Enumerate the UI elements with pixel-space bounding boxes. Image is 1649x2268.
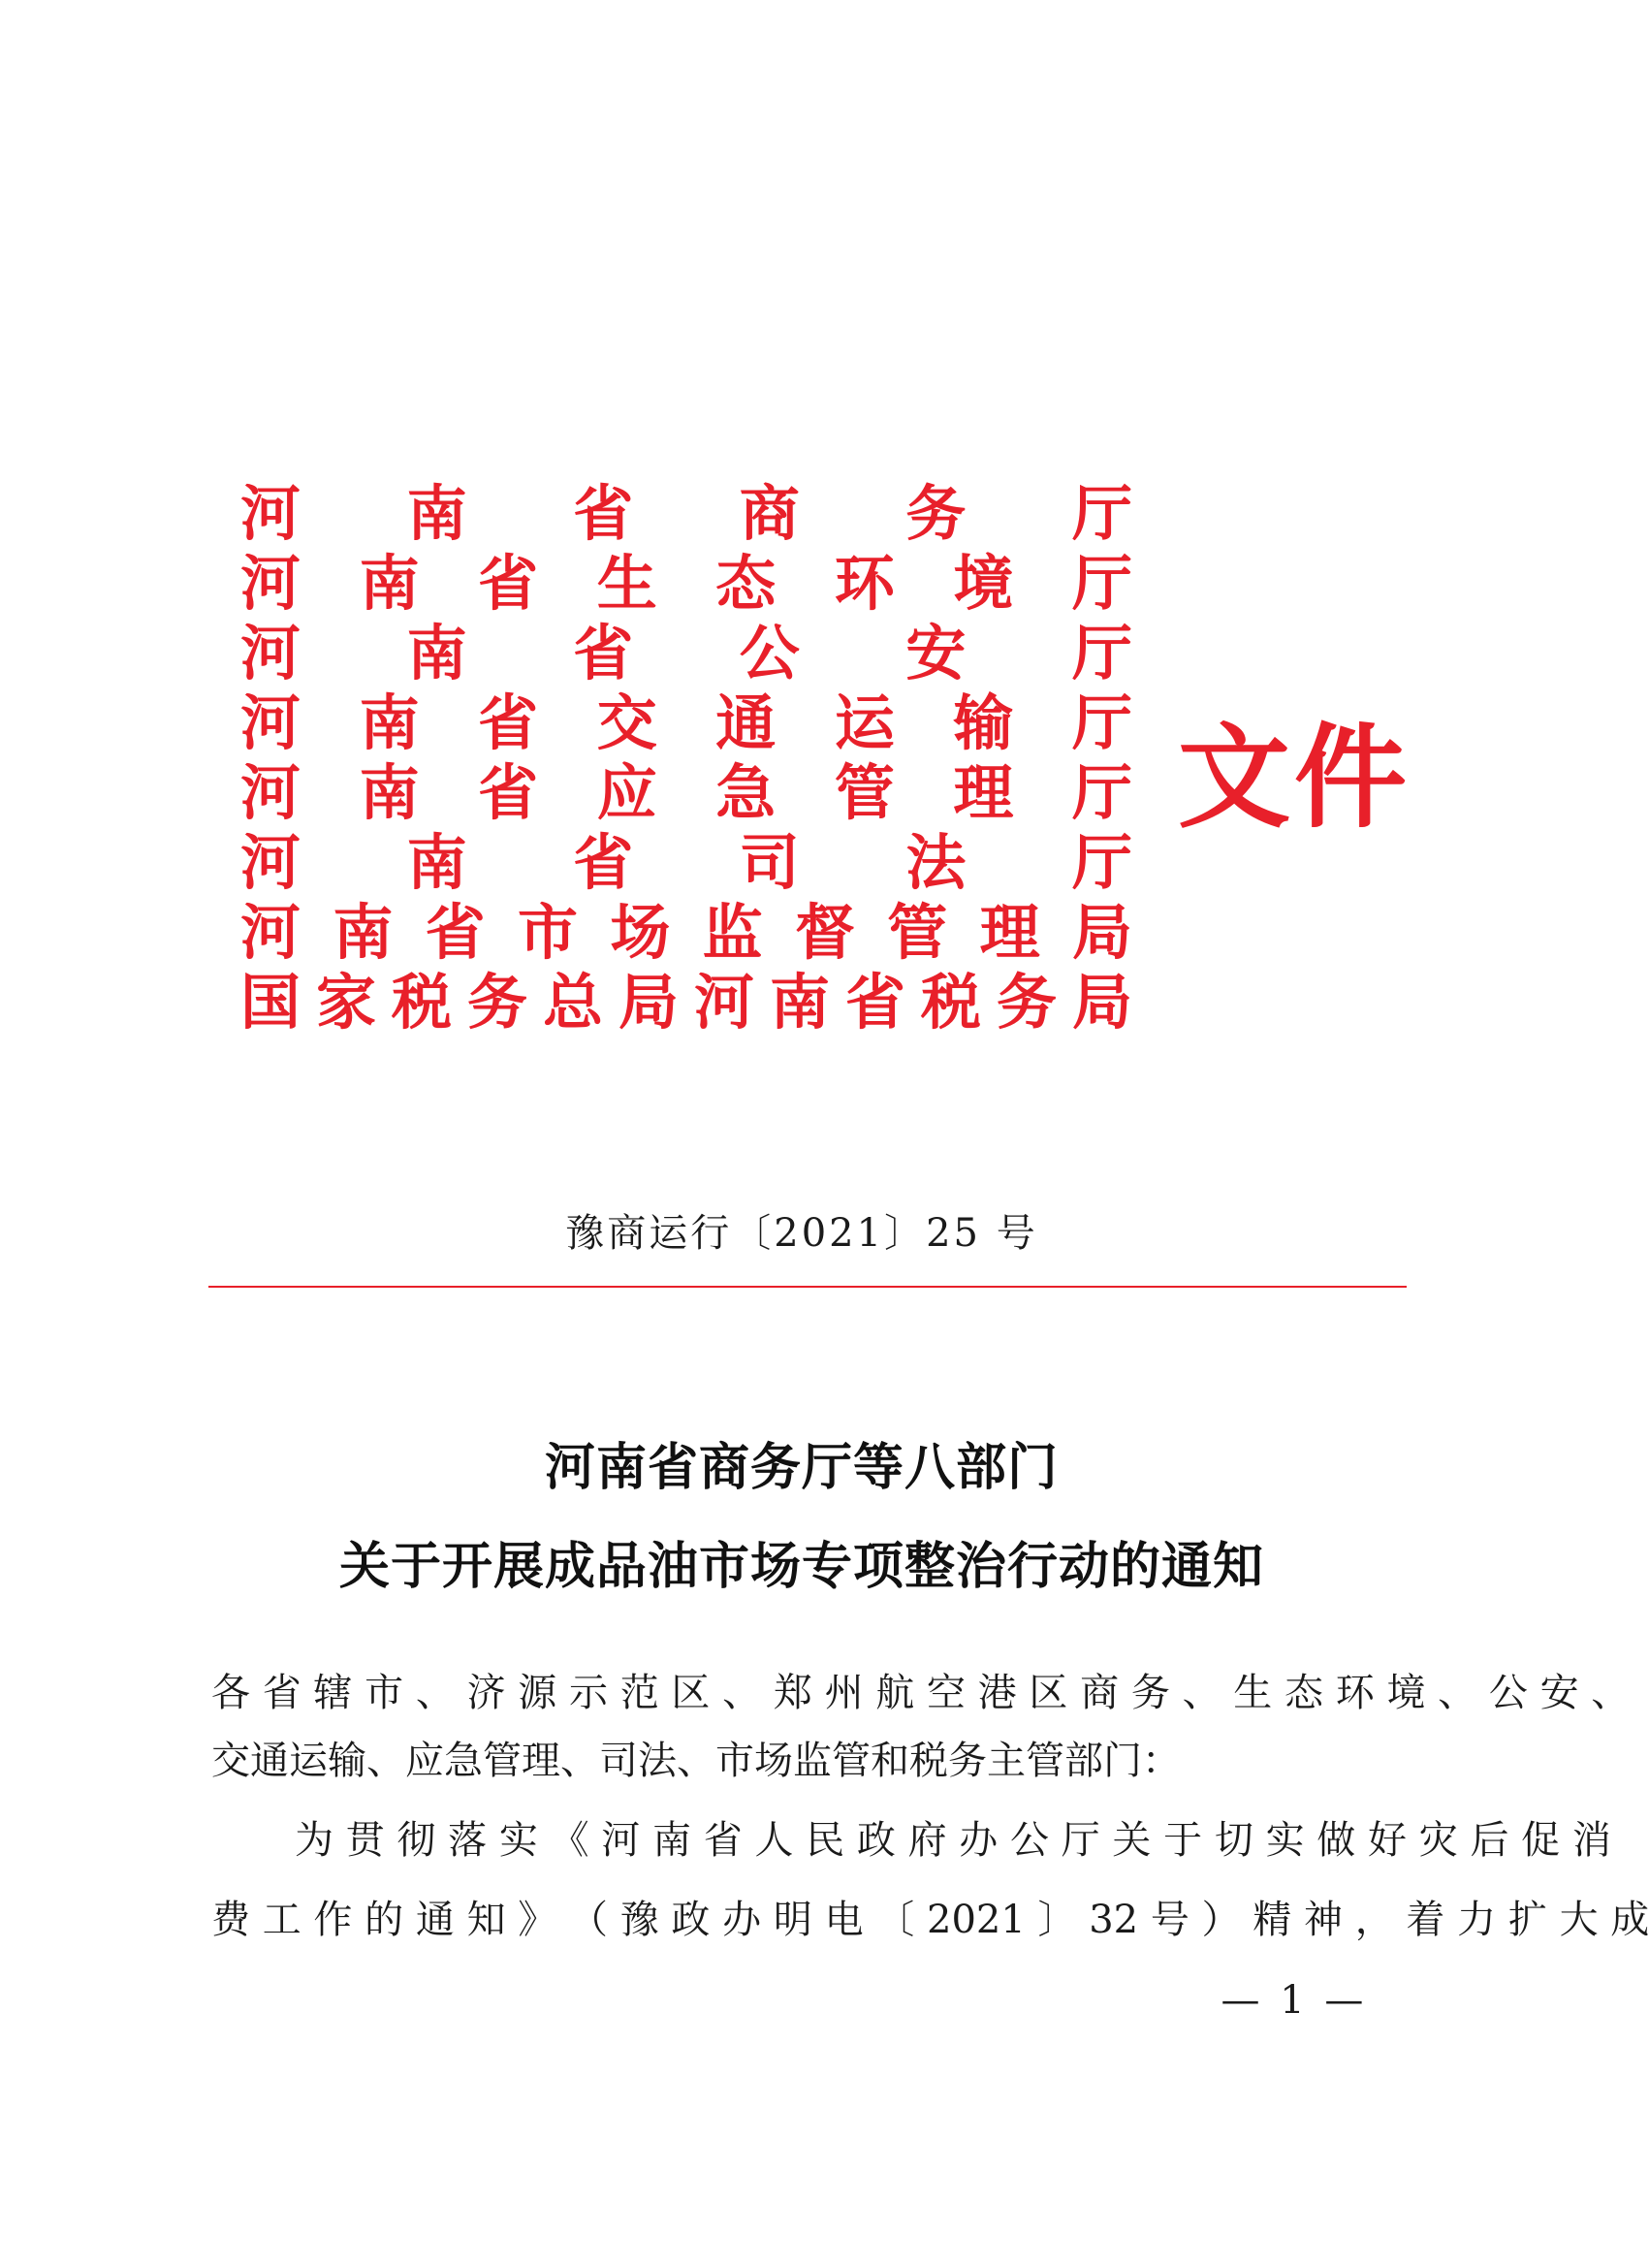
agency-char: 南 xyxy=(770,967,831,1038)
agency-char: 南 xyxy=(406,827,467,898)
agency-char: 安 xyxy=(905,618,967,688)
agency-char: 省 xyxy=(573,478,634,549)
agency-char: 管 xyxy=(887,897,948,968)
page-number: — 1 — xyxy=(1221,1978,1368,2023)
agency-char: 南 xyxy=(359,757,420,828)
agency-char: 河 xyxy=(240,897,301,968)
agency-char: 省 xyxy=(478,687,539,758)
agency-char: 局 xyxy=(618,967,680,1038)
recipients-line-1: 各 省 辖 市 、 济 源 示 范 区 、 郑 州 航 空 港 区 商 务 、 生 态 环 境 、 公 安 、 xyxy=(211,1671,1631,1715)
agency-char: 税 xyxy=(392,967,453,1038)
agency-char: 国 xyxy=(240,967,301,1038)
agency-char: 河 xyxy=(240,618,301,688)
agency-char: 管 xyxy=(834,757,895,828)
agency-char: 生 xyxy=(596,548,657,619)
agency-char: 家 xyxy=(316,967,377,1038)
agency-char: 南 xyxy=(406,618,467,688)
agency-char: 总 xyxy=(543,967,604,1038)
agency-char: 环 xyxy=(834,548,895,619)
agency-char: 河 xyxy=(240,827,301,898)
agency-char: 税 xyxy=(921,967,982,1038)
agency-char: 应 xyxy=(596,757,657,828)
agency-char: 省 xyxy=(845,967,906,1038)
agency-char: 厅 xyxy=(1071,548,1132,619)
agency-char: 商 xyxy=(739,478,800,549)
paragraph-1-line-2: 费 工 作 的 通 知 》 （ 豫 政 办 明 电 〔 2021 〕 32 号 ） 精 神 ， 着 力 扩 大 成 xyxy=(211,1898,1649,1942)
agency-char: 场 xyxy=(610,897,671,968)
agency-line-tax-bureau xyxy=(240,968,1132,1038)
agency-char: 河 xyxy=(694,967,755,1038)
agency-line-commerce xyxy=(240,479,1132,549)
agency-char: 态 xyxy=(715,548,777,619)
agency-char: 南 xyxy=(359,687,420,758)
agency-line-public-security xyxy=(240,619,1132,688)
agency-char: 理 xyxy=(953,757,1014,828)
agency-char: 务 xyxy=(997,967,1058,1038)
recipients-line-2: 交通运输、应急管理、司法、市场监管和税务主管部门： xyxy=(211,1739,1181,1783)
agency-char: 交 xyxy=(596,687,657,758)
agency-char: 司 xyxy=(739,827,800,898)
agency-char: 法 xyxy=(905,827,967,898)
agency-char: 市 xyxy=(517,897,578,968)
agency-char: 省 xyxy=(573,827,634,898)
agency-char: 输 xyxy=(953,687,1014,758)
agency-char: 省 xyxy=(478,548,539,619)
agency-char: 督 xyxy=(794,897,855,968)
agency-char: 通 xyxy=(715,687,777,758)
red-divider-line xyxy=(208,1286,1407,1288)
agency-char: 厅 xyxy=(1071,478,1132,549)
agency-line-emergency-management xyxy=(240,758,1132,828)
agency-char: 监 xyxy=(702,897,763,968)
agency-char: 省 xyxy=(573,618,634,688)
agency-char: 南 xyxy=(333,897,394,968)
agency-char: 务 xyxy=(467,967,528,1038)
agency-char: 局 xyxy=(1071,897,1132,968)
agency-char: 南 xyxy=(359,548,420,619)
agency-char: 厅 xyxy=(1071,757,1132,828)
agency-line-transportation xyxy=(240,688,1132,758)
agency-char: 河 xyxy=(240,687,301,758)
agency-char: 河 xyxy=(240,757,301,828)
agency-char: 运 xyxy=(834,687,895,758)
paragraph-1-line-1: 为 贯 彻 落 实 《 河 南 省 人 民 政 府 办 公 厅 关 于 切 实 做 好 灾 后 促 消 xyxy=(295,1818,1611,1863)
agency-char: 局 xyxy=(1072,967,1133,1038)
agency-char: 省 xyxy=(425,897,486,968)
agency-char: 公 xyxy=(739,618,800,688)
agency-line-justice xyxy=(240,828,1132,898)
agency-char: 急 xyxy=(715,757,777,828)
agency-line-market-supervision xyxy=(240,898,1132,968)
agency-char: 境 xyxy=(953,548,1014,619)
letterhead-document-suffix: 文件 xyxy=(1178,713,1411,844)
agency-char: 厅 xyxy=(1071,827,1132,898)
agency-char: 厅 xyxy=(1071,618,1132,688)
agency-char: 厅 xyxy=(1071,687,1132,758)
agency-char: 河 xyxy=(240,548,301,619)
agency-char: 省 xyxy=(478,757,539,828)
agency-char: 南 xyxy=(406,478,467,549)
agency-char: 理 xyxy=(979,897,1040,968)
agency-line-ecology-environment xyxy=(240,549,1132,619)
document-number: 豫商运行〔2021〕25 号 xyxy=(565,1211,1038,1256)
agency-char: 河 xyxy=(240,478,301,549)
title-line-1: 河南省商务厅等八部门 xyxy=(544,1439,1059,1497)
agency-char: 务 xyxy=(905,478,967,549)
title-line-2: 关于开展成品油市场专项整治行动的通知 xyxy=(338,1538,1264,1596)
